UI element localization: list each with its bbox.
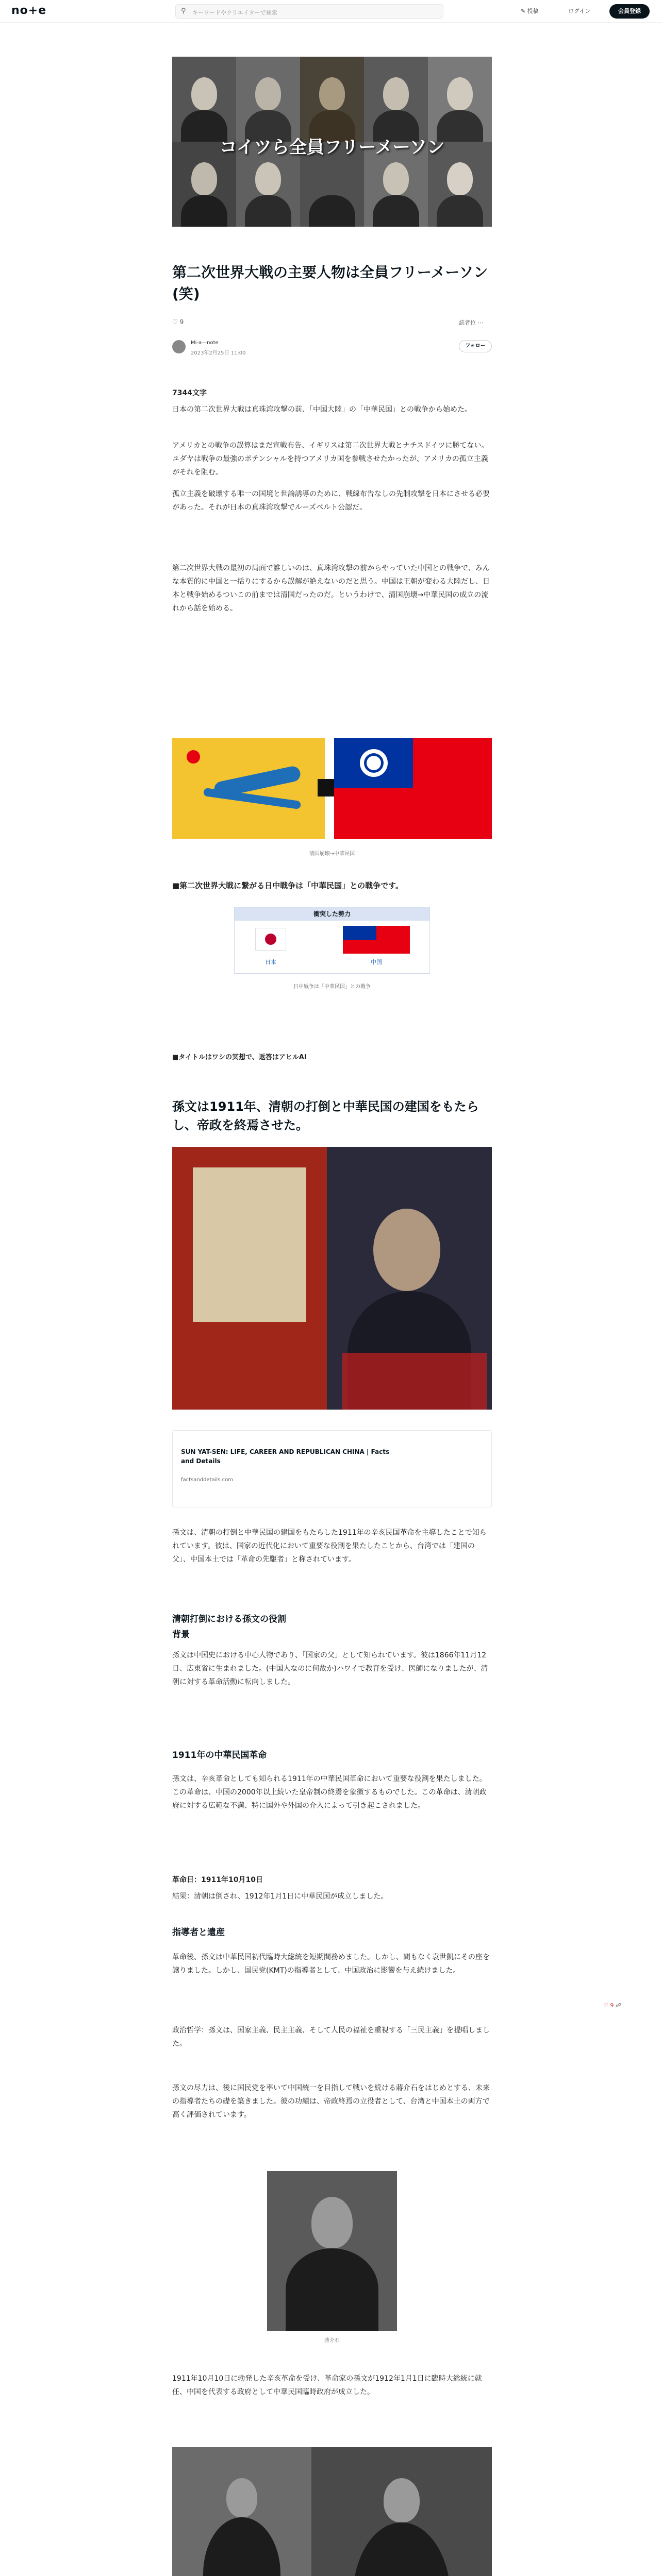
publish-date: 2023年2月25日 11:00	[191, 350, 246, 356]
japan-flag	[255, 928, 286, 951]
ai-note: ■タイトルはワシの冥想で、返答はアヒルAI	[172, 1054, 307, 1061]
table-title: 衝突した勢力	[235, 907, 429, 921]
hero-image	[172, 57, 492, 227]
paragraph: アメリカとの戦争の誤算はまだ宣戦布告、イギリスは第二次世界大戦とナチスドイツに勝てない。ユダヤは戦争の最強のポテンシャルを持つアメリカ国を参戦させたかったが、アメリカの孤立主義がそれを阻む。	[172, 442, 489, 477]
paragraph: 結果：清朝は倒され、1912年1月1日に中華民国が成立しました。	[172, 1892, 388, 1901]
search-bar[interactable]	[175, 4, 443, 19]
char-count: 7344文字	[172, 389, 207, 397]
link-card-url: factsanddetails.com	[181, 1477, 233, 1483]
search-icon: ⚲	[181, 7, 186, 15]
paragraph: 1911年10月10日に勃発した辛亥革命を受け、革命家の孫文が1912年1月1日に臨時大総統に就任、中国を代表する政府として中華民国臨時政府が成立した。	[172, 2375, 482, 2396]
hero-title: コイツら全員フリーメーソン	[219, 137, 445, 158]
login-button[interactable]: ログイン	[568, 8, 591, 14]
roc-flag-small	[343, 926, 410, 954]
note-logo[interactable]: no+e	[11, 4, 47, 17]
follow-button[interactable]: フォロー	[459, 340, 492, 352]
side-like-count: 9	[610, 2002, 614, 2009]
link-card-title: SUN YAT-SEN: LIFE, CAREER AND REPUBLICAN CHINA | Facts and Details	[181, 1448, 390, 1465]
author-name[interactable]: Mi-a—note	[191, 340, 219, 346]
paragraph: 孫文の尽力は、後に国民党を率いて中国統一を目指して戦いを続ける蔣介石をはじめとする、未来の指導者たちの礎を築きました。彼の功績は、帝政終焉の立役者として、台湾と中国本土の両方で高く評価されています。	[172, 2084, 490, 2119]
heart-icon: ♡	[172, 318, 178, 326]
post-label: 投稿	[527, 8, 539, 14]
image-caption: 蔣介石	[324, 2338, 340, 2344]
table-right-label[interactable]: 中国	[371, 959, 382, 965]
paragraph: 孫文は、清朝の打倒と中華民国の建国をもたらした1911年の辛亥民国革命を主導したことで知られています。彼は、国家の近代化において重要な役割を果たしたことから、台湾では「建国の父」、中国本土では「革命の先駆者」と称されています。	[172, 1529, 487, 1564]
hero-portrait	[300, 57, 364, 142]
paragraph: 孫文は、辛亥革命としても知られる1911年の中華民国革命において重要な役割を果たしました。この革命は、中国の2000年以上続いた皇帝制の終焉を象徴するものでした。この革命は、清朝政府に対する広範な不満、特に国外や外国の介入によって引き起こされました。	[172, 1775, 487, 1810]
conflict-table	[234, 907, 430, 974]
section-heading: 清朝打倒における孫文の役割	[172, 1614, 286, 1624]
hero-portrait	[428, 57, 492, 142]
article-menu[interactable]: 読者位 ⋯	[459, 319, 484, 326]
heart-icon: ♡	[603, 2002, 608, 2009]
sub-heading: ■第二次世界大戦に繋がる日中戦争は「中華民国」との戦争です。	[172, 881, 403, 890]
paragraph: 政治哲学：孫文は、国家主義、民主主義、そして人民の福祉を重視する「三民主義」を提唱しました。	[172, 2026, 490, 2048]
sun-yatsen-image	[172, 1147, 492, 1410]
paragraph: 孤立主義を破壊する唯一の国境と世論誘導のために、戦線布告なしの先制攻撃を日本にさせる必要があった。それが日本の真珠湾攻撃でルーズベルト公認だ。	[172, 490, 490, 512]
like-button[interactable]	[172, 318, 184, 326]
paragraph: 革命後、孫文は中華民国初代臨時大総統を短期間務めました。しかし、間もなく袁世凱にその座を譲りました。しかし、国民党(KMT)の指導者として、中国政治に影響を与え続けました。	[172, 1953, 490, 1975]
qing-emperor-photo	[172, 2447, 311, 2576]
author-avatar[interactable]	[172, 340, 186, 353]
post-button[interactable]: ✎ 投稿	[521, 8, 539, 14]
table-left-label[interactable]: 日本	[265, 959, 276, 965]
table-caption: 日中戦争は「中華民国」との戦争	[293, 984, 371, 990]
paragraph: 日本の第二次世界大戦は真珠湾攻撃の前、「中国大陸」の「中華民国」との戦争から始めた。	[172, 405, 472, 414]
hero-portrait	[364, 57, 428, 142]
share-icon: ☍	[615, 2002, 622, 2009]
section-heading: 背景	[172, 1630, 190, 1640]
hero-portrait	[172, 57, 236, 142]
section-heading: 孫文は1911年、清朝の打倒と中華民国の建国をもたらし、帝政を終焉させた。	[172, 1099, 479, 1132]
paragraph: 孫文は中国史における中心人物であり、「国家の父」として知られています。彼は1866年11月12日、広東省に生まれました。(中国人なのに何故か)ハワイで教育を受け、医師になりましたが、清朝に対する革命活動に転向しました。	[172, 1651, 488, 1686]
top-navbar	[0, 0, 662, 23]
search-placeholder: キーワードやクリエイターで検索	[192, 9, 277, 16]
section-heading: 指導者と遺産	[172, 1927, 225, 1938]
paragraph: 第二次世界大戦の最初の局面で誰しいのは、真珠湾攻撃の前からやっていた中国との戦争で、みんな本質的に中国と一括りにするから誤解が絶えないのだと思う。中国は王朝が変わる大陸だし、日本と戦争始めるついこの前までは清国だったのだ。というわけで、清国崩壊→中華民国の成立の流れから話を始める。	[172, 564, 490, 613]
article-title: 第二次世界大戦の主要人物は全員フリーメーソン(笑)	[172, 264, 488, 302]
image-caption: 清国崩壊→中華民国	[309, 851, 355, 857]
roc-flag	[334, 738, 492, 839]
signup-button[interactable]: 会員登録	[609, 4, 650, 19]
section-heading: 1911年の中華民国革命	[172, 1750, 267, 1760]
like-count: 9	[179, 318, 184, 326]
hero-portrait	[236, 57, 300, 142]
chiang-portrait	[267, 2171, 397, 2331]
link-card[interactable]	[172, 1430, 492, 1507]
qing-flag	[172, 738, 325, 839]
puyi-photo	[311, 2447, 492, 2576]
side-like-button[interactable]	[603, 2002, 621, 2009]
paragraph: 革命日：1911年10月10日	[172, 1876, 263, 1884]
